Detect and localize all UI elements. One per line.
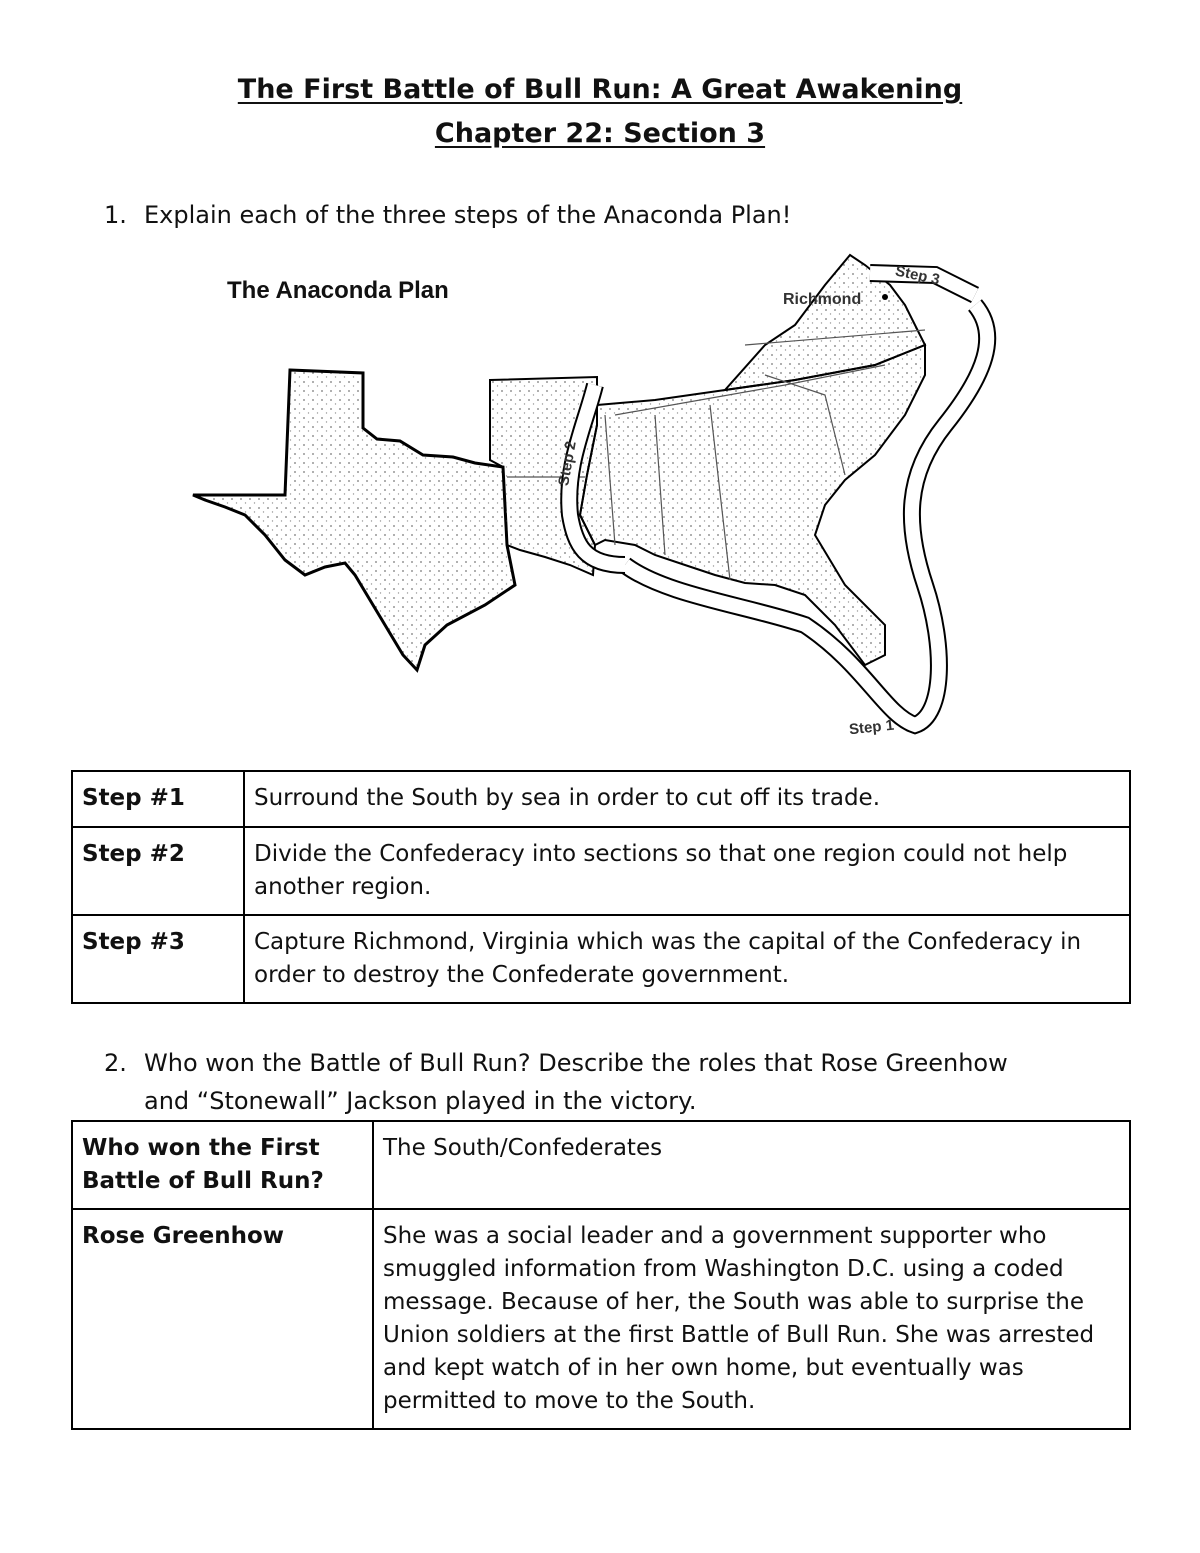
question-1 <box>104 196 1104 236</box>
step-3-answer-cell: Capture Richmond, Virginia which was the capital of the Confederacy in order to destroy the Confederate government. <box>244 915 1130 1003</box>
step-2-label-cell: Step #2 <box>72 827 244 915</box>
table-row <box>72 1121 1130 1209</box>
question-1-text: Explain each of the three steps of the Anaconda Plan! <box>144 201 792 229</box>
table-row <box>72 915 1130 1003</box>
map-illustration <box>185 245 1015 755</box>
step-1-label-cell: Step #1 <box>72 771 244 827</box>
step-3-label-cell: Step #3 <box>72 915 244 1003</box>
page-subtitle: Chapter 22: Section 3 <box>434 118 766 149</box>
anaconda-plan-map <box>185 245 1015 755</box>
bull-run-table <box>71 1120 1131 1430</box>
map-title: The Anaconda Plan <box>227 277 449 304</box>
rose-greenhow-label-cell: Rose Greenhow <box>72 1209 373 1429</box>
table-row <box>72 771 1130 827</box>
step-2-answer-cell: Divide the Confederacy into sections so that one region could not help another region. <box>244 827 1130 915</box>
question-2-text: Who won the Battle of Bull Run? Describe the roles that Rose Greenhow and “Stonewall” Jackson played in the victory. <box>144 1049 1008 1115</box>
step-1-answer-cell: Surround the South by sea in order to cut off its trade. <box>244 771 1130 827</box>
step-3-label: Step 3 <box>893 262 942 289</box>
winner-label-cell: Who won the First Battle of Bull Run? <box>72 1121 373 1209</box>
anaconda-steps-table <box>71 770 1131 1004</box>
winner-answer-cell: The South/Confederates <box>373 1121 1130 1209</box>
richmond-label: Richmond <box>783 291 862 308</box>
question-1-number: 1. <box>104 201 127 229</box>
step-1-label: Step 1 <box>848 716 895 739</box>
question-2 <box>104 1044 1104 1120</box>
texas-shape <box>193 370 515 670</box>
table-row <box>72 827 1130 915</box>
richmond-marker <box>882 294 888 300</box>
table-row <box>72 1209 1130 1429</box>
step-2-label: Step 2 <box>555 439 580 488</box>
rose-greenhow-answer-cell: She was a social leader and a government supporter who smuggled information from Washington D.C. using a coded message. Because of her, the South was able to surprise the Union soldiers at the first Battle of Bull Run. She was arrested and kept watch of in her own home, but eventually was permitted to move to the South. <box>373 1209 1130 1429</box>
page-title: The First Battle of Bull Run: A Great Awakening <box>237 74 963 105</box>
question-2-number: 2. <box>104 1049 127 1077</box>
